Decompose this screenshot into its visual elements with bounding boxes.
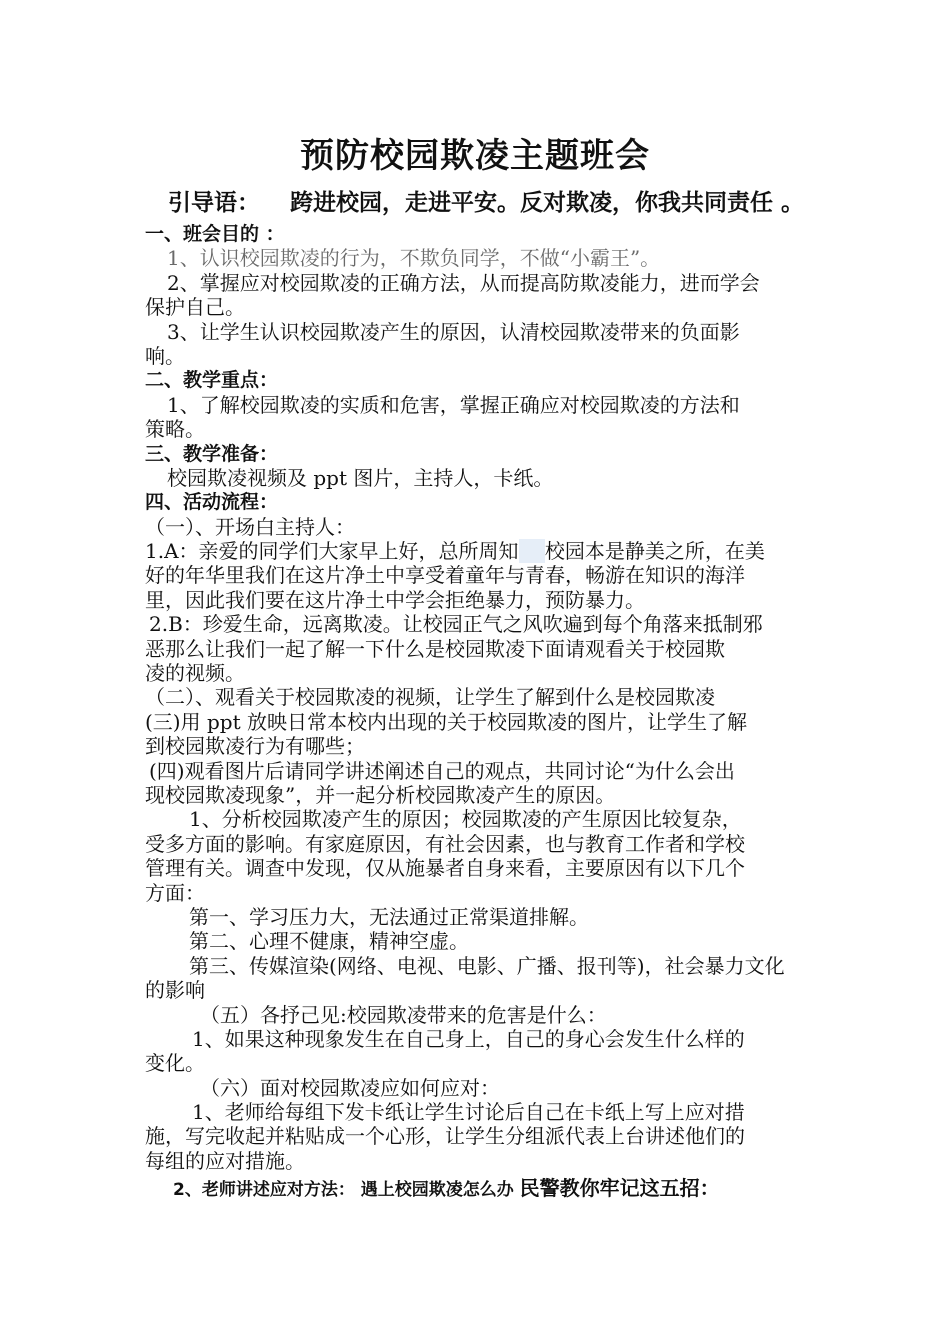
body-line (145, 466, 810, 490)
line-text: 四、活动流程： (145, 491, 279, 514)
line-text: 3、让学生认识校园欺凌产生的原因，认清校园欺凌带来的负面影 (167, 319, 740, 344)
section-heading (145, 368, 810, 392)
line-text: 1.A：亲爱的同学们大家早上好，总所周知 (145, 539, 519, 564)
body-line (145, 832, 810, 856)
body-line (145, 881, 810, 905)
final-line (145, 1173, 810, 1203)
body-line (145, 515, 810, 539)
highlight-mark (519, 539, 545, 563)
body-line (145, 417, 810, 441)
body-line (145, 1027, 810, 1051)
line-text: （六）面对校园欺凌应如何应对： (200, 1075, 500, 1100)
body-line (145, 734, 810, 758)
body-line (145, 905, 810, 929)
body-line (145, 978, 810, 1002)
line-text: （二）、观看关于校园欺凌的视频，让学生了解到什么是校园欺凌 (145, 685, 715, 710)
line-text: 1、分析校园欺凌产生的原因；校园欺凌的产生原因比较复杂， (189, 807, 742, 832)
line-text: (四)观看图片后请同学讲述阐述自己的观点，共同讨论“为什么会出 (149, 758, 735, 783)
final-line-part1: 2、老师讲述应对方法： 遇上校园欺凌怎么办 (173, 1180, 520, 1201)
body-line (145, 1076, 810, 1100)
line-text: 到校园欺凌行为有哪些； (145, 734, 365, 759)
line-text: （一）、开场白主持人： (145, 514, 355, 539)
line-text-tail: 校园本是静美之所，在美 (544, 539, 765, 564)
section-heading (145, 490, 810, 514)
line-text: 1、认识校园欺凌的行为，不欺负同学，不做“小霸王”。 (167, 246, 661, 271)
body-line (145, 929, 810, 953)
section-heading (145, 222, 810, 246)
body-line (145, 393, 810, 417)
line-text: 响。 (145, 343, 185, 368)
line-text: 1、老师给每组下发卡纸让学生讨论后自己在卡纸上写上应对措 (192, 1100, 745, 1125)
body-line (145, 637, 810, 661)
document-body (145, 222, 810, 1203)
line-text: 三、教学准备： (145, 442, 279, 465)
body-line (145, 1100, 810, 1124)
line-text: 每组的应对措施。 (145, 1148, 305, 1173)
line-text: 现校园欺凌现象”，并一起分析校园欺凌产生的原因。 (145, 782, 616, 807)
body-line (145, 563, 810, 587)
line-text: 施，写完收起并粘贴成一个心形，让学生分组派代表上台讲述他们的 (145, 1124, 745, 1149)
line-text: 策略。 (145, 417, 205, 442)
body-line (145, 954, 810, 978)
body-line (145, 685, 810, 709)
body-line (145, 344, 810, 368)
intro-label: 引导语： (168, 190, 260, 216)
body-line (145, 588, 810, 612)
line-text: 第二、心理不健康，精神空虚。 (189, 929, 469, 954)
body-line (145, 271, 810, 295)
line-text: 二、教学重点： (145, 369, 279, 392)
line-text: 凌的视频。 (145, 661, 245, 686)
line-text: 恶那么让我们一起了解一下什么是校园欺凌下面请观看关于校园欺 (145, 636, 725, 661)
body-line (145, 246, 810, 270)
body-line (145, 295, 810, 319)
line-text: 校园欺凌视频及 ppt 图片，主持人，卡纸。 (167, 465, 554, 490)
line-text: 2、掌握应对校园欺凌的正确方法，从而提高防欺凌能力，进而学会 (167, 270, 760, 295)
body-line (145, 1149, 810, 1173)
intro-text: 跨进校园，走进平安。反对欺凌，你我共同责任 。 (290, 190, 805, 216)
body-line (145, 1003, 810, 1027)
body-line (145, 612, 810, 636)
body-line (145, 807, 810, 831)
body-line (145, 856, 810, 880)
body-line (145, 1124, 810, 1148)
line-text: 1、如果这种现象发生在自己身上，自己的身心会发生什么样的 (192, 1026, 745, 1051)
intro-line (168, 184, 804, 217)
line-text: 受多方面的影响。有家庭原因，有社会因素，也与教育工作者和学校 (145, 831, 745, 856)
line-text: 变化。 (145, 1051, 205, 1076)
line-text: 保护自己。 (145, 295, 245, 320)
section-heading (145, 442, 810, 466)
document-title: 预防校园欺凌主题班会 (300, 136, 650, 176)
line-text: 一、班会目的 ： (145, 223, 285, 245)
final-line-part2: 民警教你牢记这五招： (519, 1176, 720, 1201)
line-text: 第三、传媒渲染(网络、电视、电影、广播、报刊等)，社会暴力文化 (189, 953, 785, 978)
body-line (145, 320, 810, 344)
line-text: (三)用 ppt 放映日常本校内出现的关于校园欺凌的图片，让学生了解 (145, 709, 747, 734)
body-line (145, 710, 810, 734)
line-text: 里，因此我们要在这片净土中学会拒绝暴力，预防暴力。 (145, 587, 645, 612)
line-text: （五）各抒己见:校园欺凌带来的危害是什么： (200, 1002, 607, 1027)
line-text: 第一、学习压力大，无法通过正常渠道排解。 (189, 904, 589, 929)
line-text: 2.B：珍爱生命，远离欺凌。让校园正气之风吹遍到每个角落来抵制邪 (149, 612, 763, 637)
line-text: 的影响 (145, 978, 205, 1003)
body-line (145, 783, 810, 807)
line-text: 管理有关。调查中发现，仅从施暴者自身来看，主要原因有以下几个 (145, 856, 745, 881)
line-text: 方面： (145, 880, 205, 905)
body-line (145, 1051, 810, 1075)
body-line (145, 539, 810, 563)
body-line (145, 759, 810, 783)
line-text: 好的年华里我们在这片净土中享受着童年与青春，畅游在知识的海洋 (145, 563, 745, 588)
body-line (145, 661, 810, 685)
line-text: 1、了解校园欺凌的实质和危害，掌握正确应对校园欺凌的方法和 (167, 392, 740, 417)
